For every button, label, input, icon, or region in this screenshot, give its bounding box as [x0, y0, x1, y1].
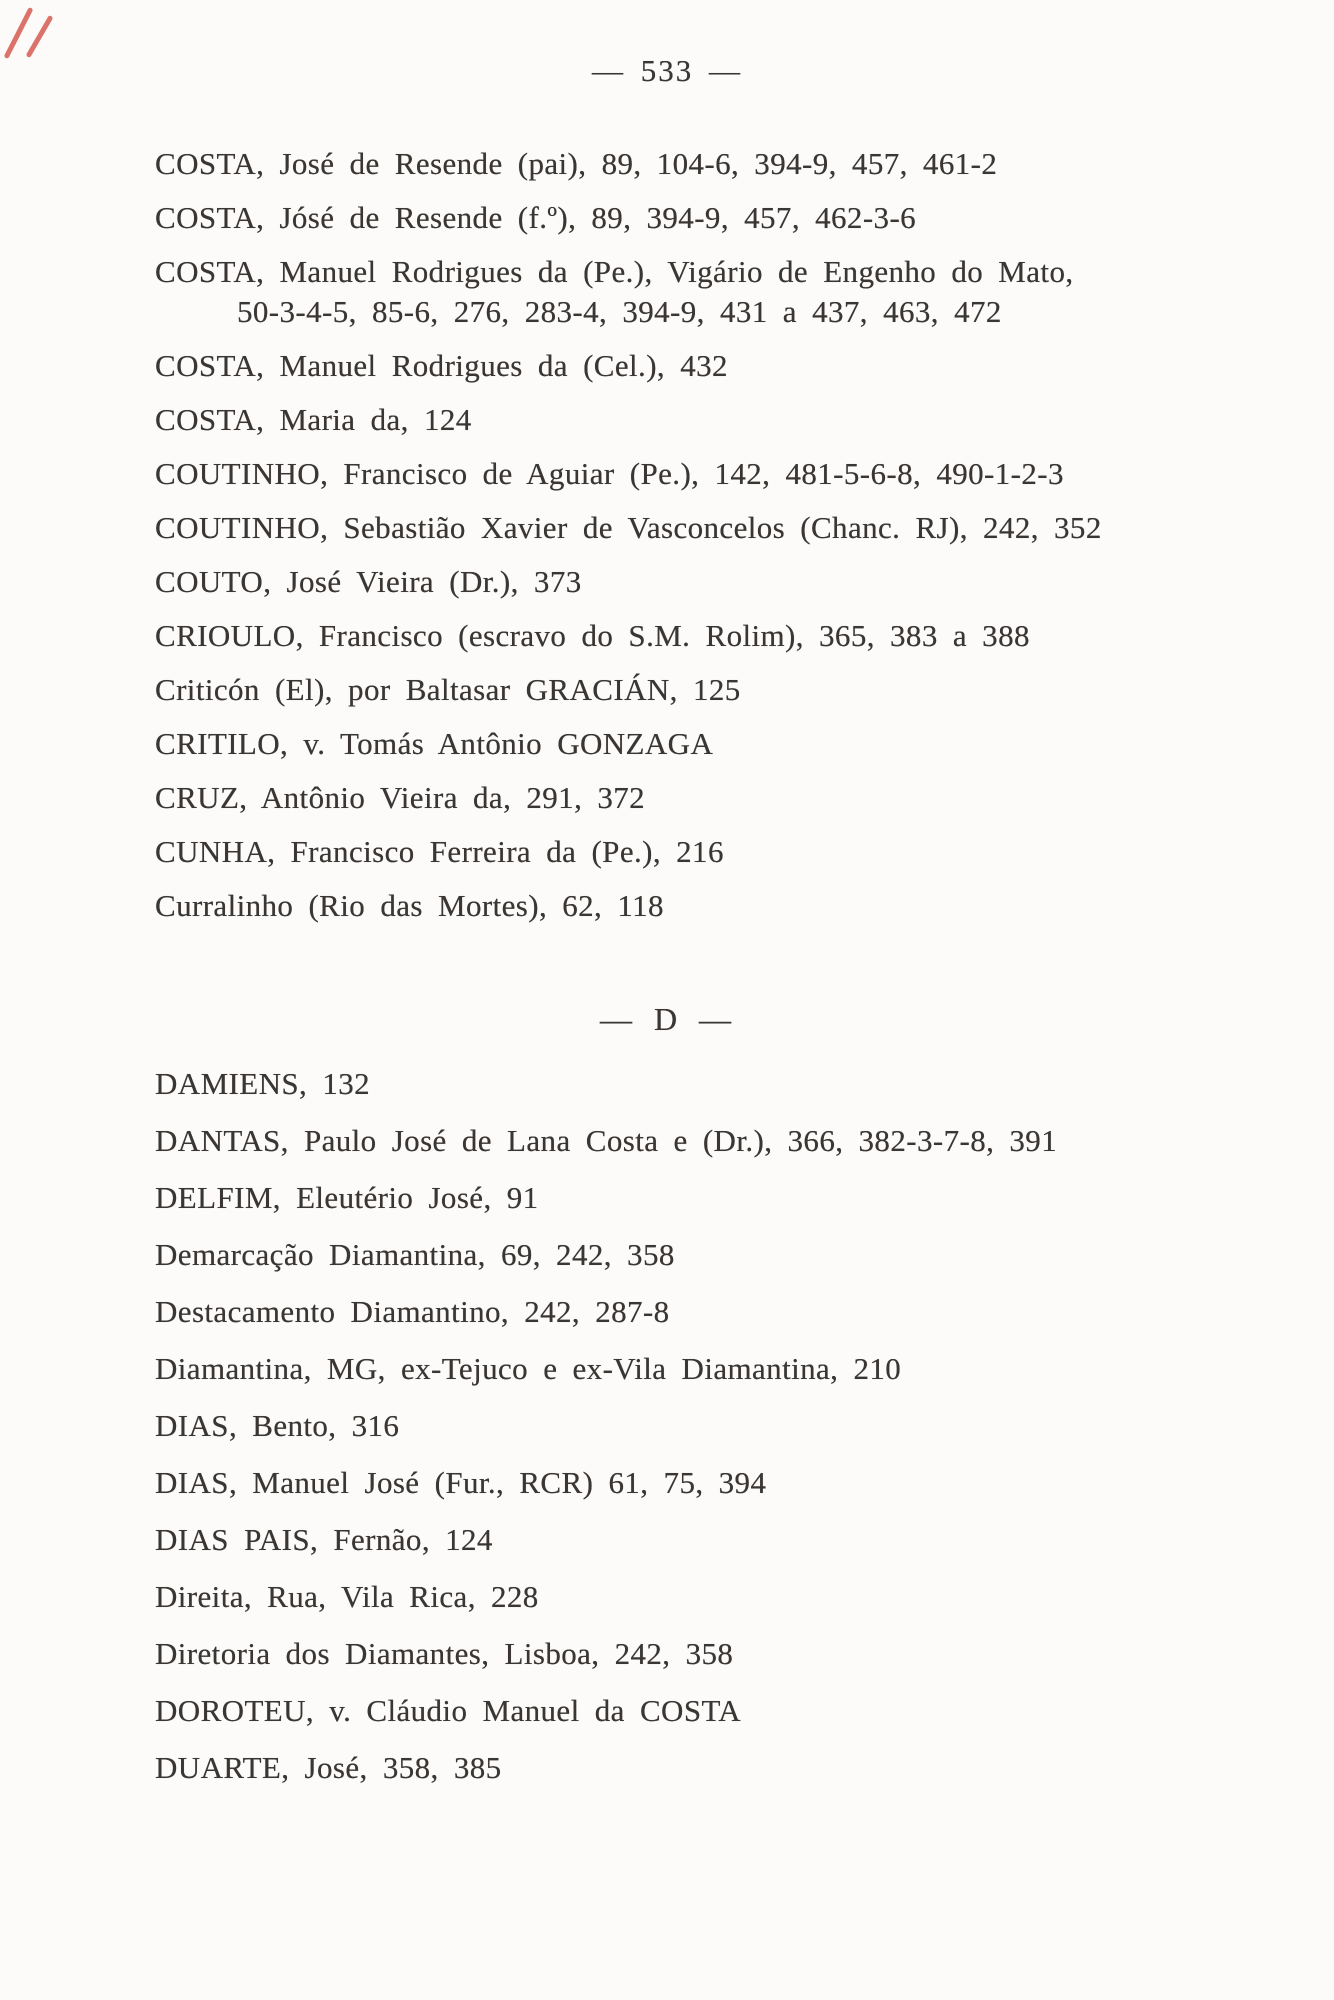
index-entry-line: Curralinho (Rio das Mortes), 62, 118 — [155, 888, 664, 923]
index-entry — [0, 1349, 1334, 1389]
index-entry — [0, 832, 1334, 872]
index-entry-line: DAMIENS, 132 — [155, 1066, 371, 1101]
index-entry-line: DOROTEU, v. Cláudio Manuel da COSTA — [155, 1693, 742, 1728]
index-section-d — [0, 999, 1334, 1788]
index-entry — [0, 1406, 1334, 1446]
index-body — [0, 144, 1334, 1805]
index-entry-line: Direita, Rua, Vila Rica, 228 — [155, 1579, 539, 1614]
index-entry — [0, 1520, 1334, 1560]
index-entry — [0, 346, 1334, 386]
index-entry-line: COSTA, José de Resende (pai), 89, 104-6, 394-9, 457, 461-2 — [155, 146, 998, 181]
index-entry-line: COSTA, Manuel Rodrigues da (Cel.), 432 — [155, 348, 728, 383]
index-entry-line: Destacamento Diamantino, 242, 287-8 — [155, 1294, 670, 1329]
index-entry — [0, 1748, 1334, 1788]
index-entry-line: CRUZ, Antônio Vieira da, 291, 372 — [155, 780, 646, 815]
index-entry-line: CUNHA, Francisco Ferreira da (Pe.), 216 — [155, 834, 724, 869]
index-entry — [0, 616, 1334, 656]
index-entry-line: DANTAS, Paulo José de Lana Costa e (Dr.), 366, 382-3-7-8, 391 — [155, 1123, 1058, 1158]
index-entry-line: Diamantina, MG, ex-Tejuco e ex-Vila Diamantina, 210 — [155, 1351, 902, 1386]
index-entry-line: COUTO, José Vieira (Dr.), 373 — [155, 564, 582, 599]
index-entry-line: DIAS, Bento, 316 — [155, 1408, 400, 1443]
index-entry-line: COUTINHO, Sebastião Xavier de Vasconcelos (Chanc. RJ), 242, 352 — [155, 510, 1102, 545]
index-entry — [0, 670, 1334, 710]
index-entry-line: COSTA, Maria da, 124 — [155, 402, 472, 437]
index-entry-line: Demarcação Diamantina, 69, 242, 358 — [155, 1237, 675, 1272]
index-entry-line: DIAS PAIS, Fernão, 124 — [155, 1522, 493, 1557]
index-entry — [0, 1178, 1334, 1218]
index-entry — [0, 508, 1334, 548]
index-entry — [0, 562, 1334, 602]
index-entry-line: DUARTE, José, 358, 385 — [155, 1750, 502, 1785]
index-entry — [0, 400, 1334, 440]
index-entry — [0, 1577, 1334, 1617]
index-entry — [0, 1121, 1334, 1161]
index-entry-line: COSTA, Manuel Rodrigues da (Pe.), Vigário de Engenho do Mato, — [155, 254, 1074, 289]
section-header-d: — D — — [599, 1001, 735, 1037]
index-entry-line: CRITILO, v. Tomás Antônio GONZAGA — [155, 726, 714, 761]
index-entry — [0, 1235, 1334, 1275]
index-entry — [0, 778, 1334, 818]
page-number: — 533 — — [592, 53, 742, 88]
index-entry-line: DELFIM, Eleutério José, 91 — [155, 1180, 539, 1215]
index-section-c — [0, 144, 1334, 926]
index-entry — [0, 1463, 1334, 1503]
index-entry — [0, 1691, 1334, 1731]
index-entry — [0, 1634, 1334, 1674]
index-entry-continuation-line: 50-3-4-5, 85-6, 276, 283-4, 394-9, 431 a 437, 463, 472 — [237, 294, 1002, 329]
index-entry — [0, 252, 1334, 332]
index-entry-line: Diretoria dos Diamantes, Lisboa, 242, 358 — [155, 1636, 734, 1671]
index-entry — [0, 724, 1334, 764]
index-entry — [0, 144, 1334, 184]
index-entry — [0, 198, 1334, 238]
index-entry — [0, 886, 1334, 926]
index-entry — [0, 1064, 1334, 1104]
index-entry-line: COUTINHO, Francisco de Aguiar (Pe.), 142, 481-5-6-8, 490-1-2-3 — [155, 456, 1064, 491]
index-entry — [0, 454, 1334, 494]
index-entry-line: DIAS, Manuel José (Fur., RCR) 61, 75, 394 — [155, 1465, 767, 1500]
index-entry — [0, 1292, 1334, 1332]
index-entry-line: Criticón (El), por Baltasar GRACIÁN, 125 — [155, 672, 741, 707]
index-entry-line: CRIOULO, Francisco (escravo do S.M. Rolim), 365, 383 a 388 — [155, 618, 1030, 653]
index-entry-line: COSTA, Jósé de Resende (f.º), 89, 394-9, 457, 462-3-6 — [155, 200, 917, 235]
